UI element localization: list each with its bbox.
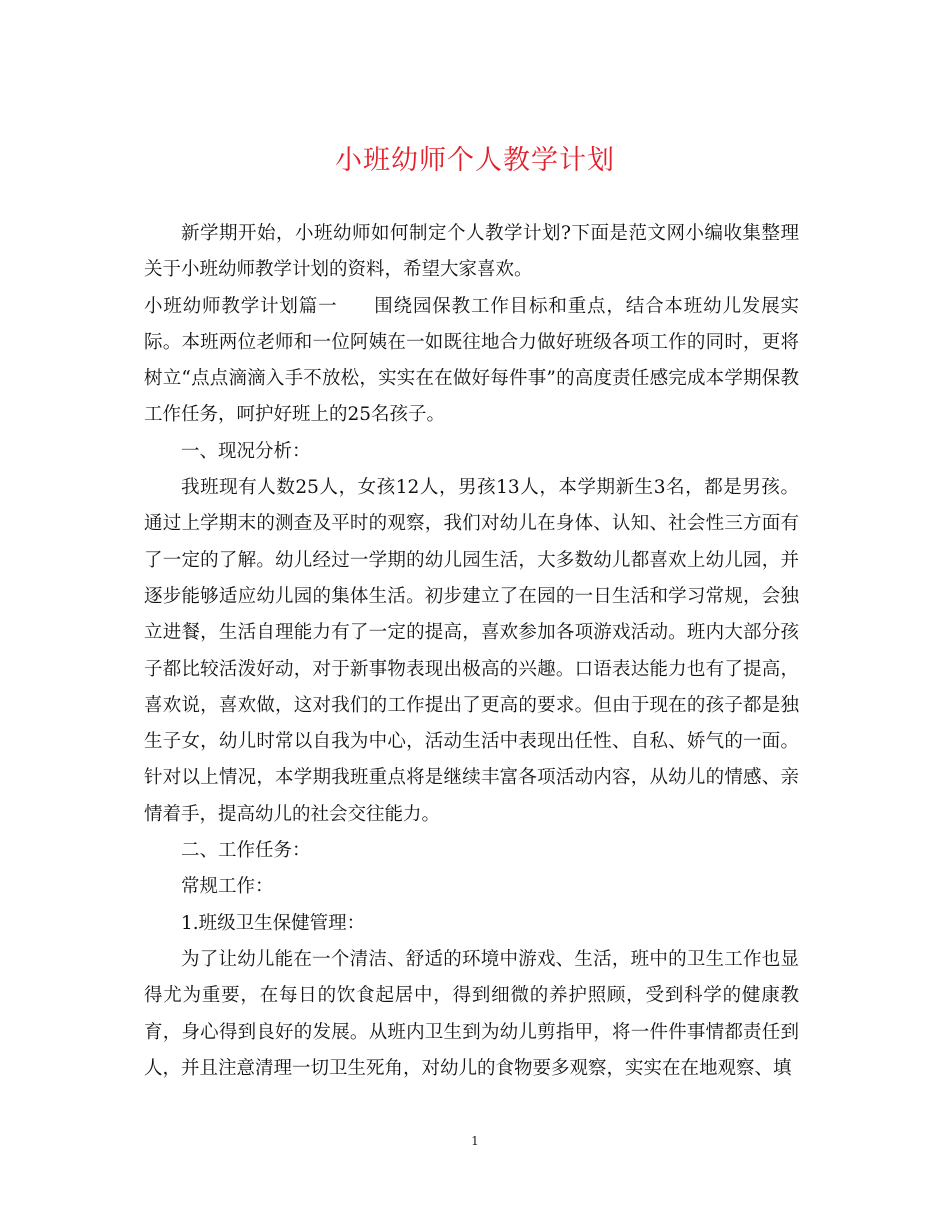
plan-one-heading: 小班幼师教学计划篇一 [144,295,338,317]
intro-paragraph: 新学期开始，小班幼师如何制定个人教学计划?下面是范文网小编收集整理关于小班幼师教学计划的资料，希望大家喜欢。 [144,223,799,281]
document-title: 小班幼师个人教学计划 [335,145,615,176]
section-heading-tasks: 二、工作任务： [181,840,311,862]
subheading-routine-work: 常规工作： [181,876,274,898]
section-heading-analysis: 一、现况分析： [181,440,311,462]
analysis-paragraph: 我班现有人数25人，女孩12人，男孩13人，本学期新生3名，都是男孩。通过上学期末的测查及平时的观察，我们对幼儿在身体、认知、社会性三方面有了一定的了解。幼儿经过一学期的幼儿园生活，大多数幼儿都喜欢上幼儿园，并逐步能够适应幼儿园的集体生活。初步建立了在园的一日生活和学习常规，会独立进餐，生活自理能力有了一定的提高，喜欢参加各项游戏活动。班内大部分孩子都比较活泼好动，对于新事物表现出极高的兴趣。口语表达能力也有了提高，喜欢说，喜欢做，这对我们的工作提出了更高的要求。但由于现在的孩子都是独生子女，幼儿时常以自我为中心，活动生活中表现出任性、自私、娇气的一面。针对以上情况，本学期我班重点将是继续丰富各项活动内容，从幼儿的情感、亲情着手，提高幼儿的社会交往能力。 [144,477,799,825]
plan-one-paragraph [144,289,799,434]
document-body [144,216,799,1087]
subheading-health-management: 1.班级卫生保健管理： [181,912,366,934]
page-number: 1 [471,1134,479,1148]
plan-one-text: 围绕园保教工作目标和重点，结合本班幼儿发展实际。本班两位老师和一位阿姨在一如既往地合力做好班级各项工作的同时，更将树立“点点滴滴入手不放松，实实在在做好每件事”的高度责任感完成本学期保教工作任务，呵护好班上的25名孩子。 [144,295,799,426]
health-paragraph: 为了让幼儿能在一个清洁、舒适的环境中游戏、生活，班中的卫生工作也显得尤为重要，在每日的饮食起居中，得到细微的养护照顾，受到科学的健康教育，身心得到良好的发展。从班内卫生到为幼儿剪指甲，将一件件事情都责任到人，并且注意清理一切卫生死角，对幼儿的食物要多观察，实实在在地观察、填 [144,948,799,1079]
